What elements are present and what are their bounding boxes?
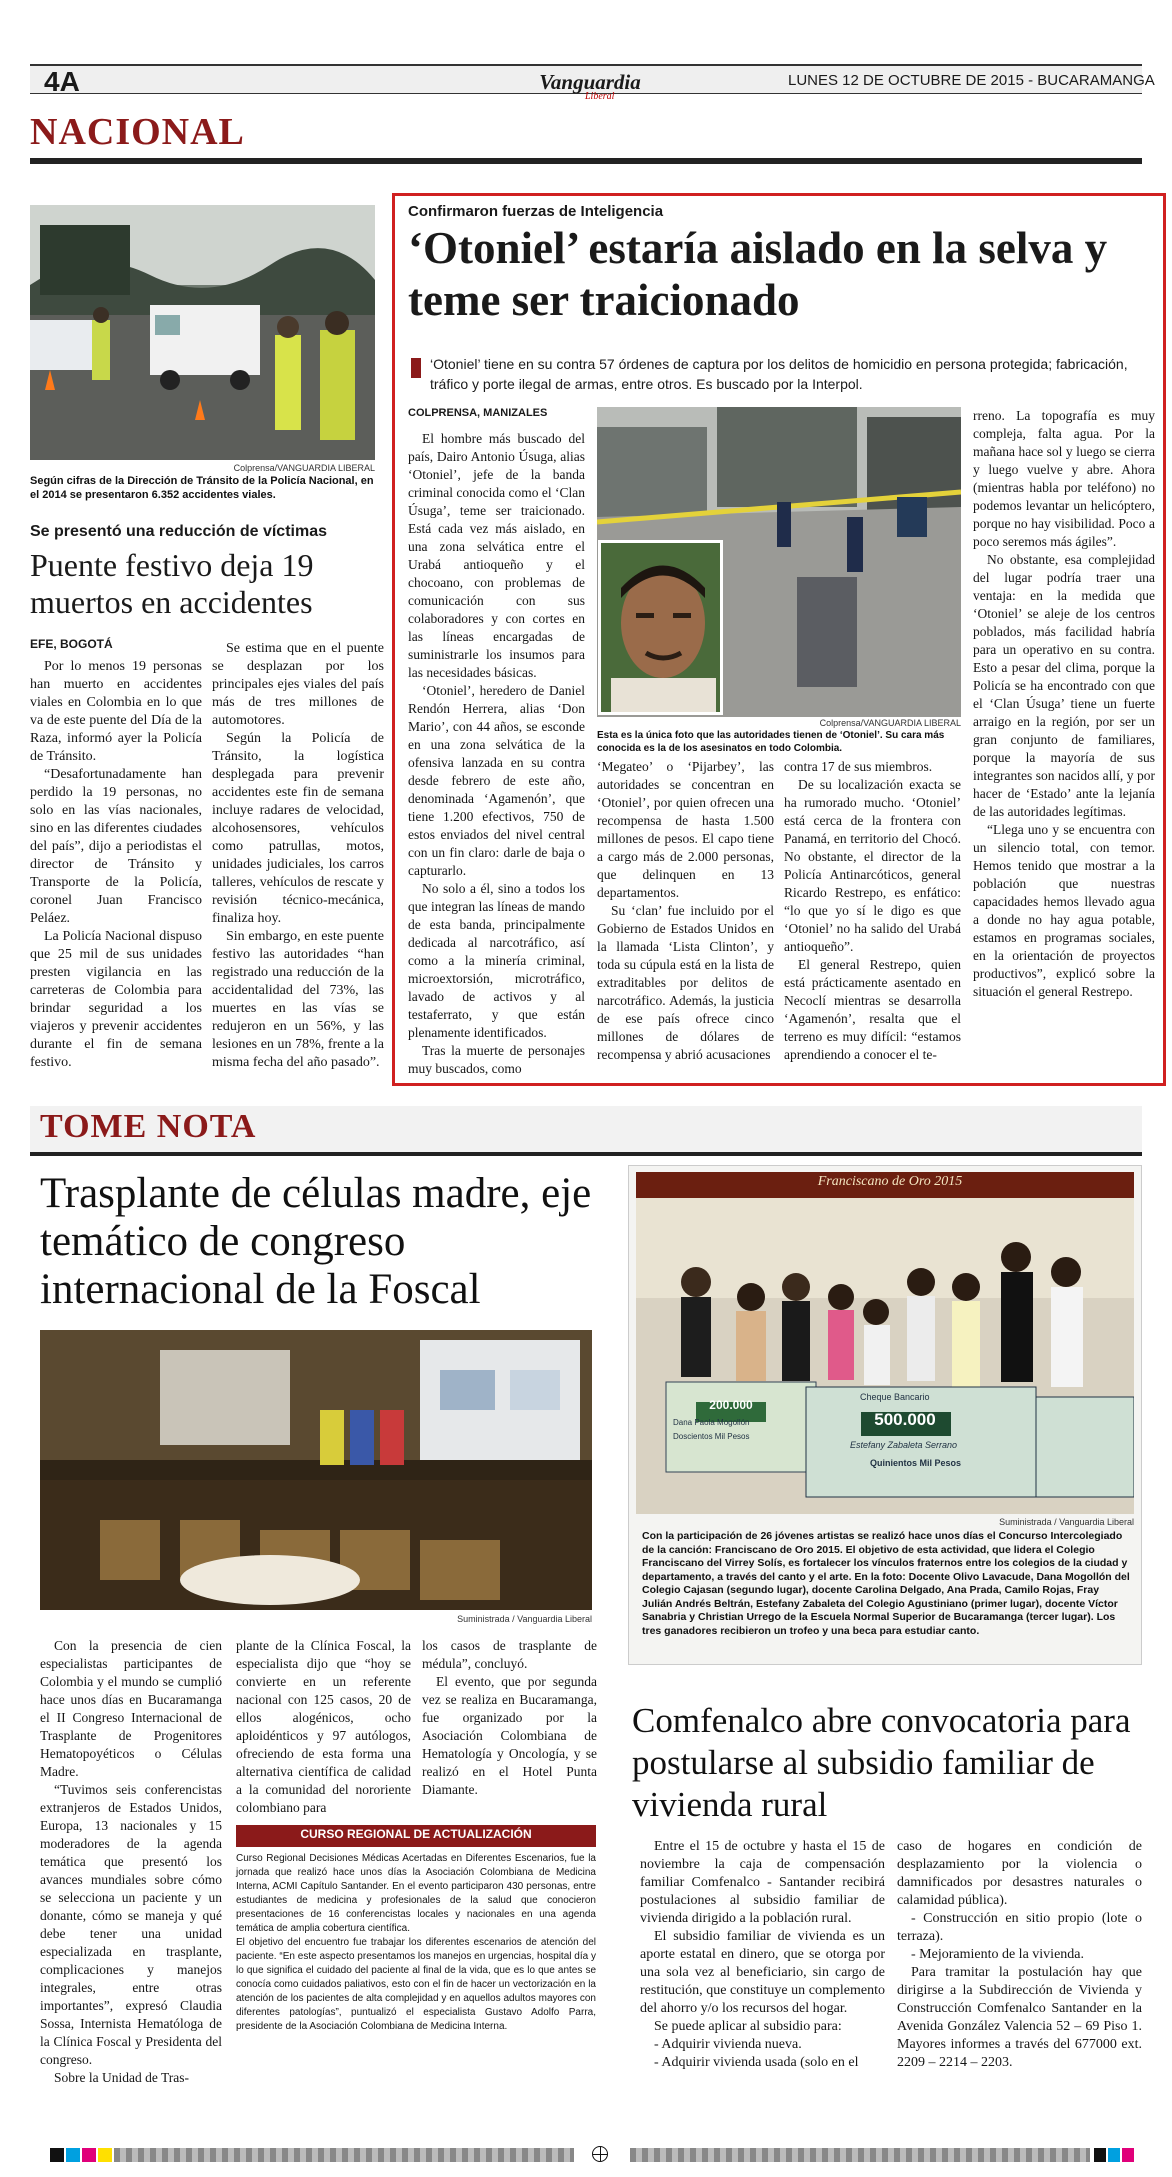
article-column (40, 1637, 222, 2087)
article-kicker: Confirmaron fuerzas de Inteligencia (408, 203, 664, 220)
paragraph: No obstante, esa complejidad del lugar podría traer una ventaja: en la medida que ‘Otoniel’ se aleje de los centros poblados, más facilidad habría para un operativo en su contra. Esto a pesar del clima, porque la Policía se ha encontrado con que el ‘Clan Úsuga’ tiene un fuerte arraigo en la región, por ser un gran conjunto de familiares, porque la mayoría de sus integrantes son nacidos allí, y por hacer de ‘Estado’ ante la lejanía de las autoridades legítimas. (973, 552, 1155, 819)
photo-caption: Esta es la única foto que las autoridades tienen de ‘Otoniel’. Su cara más conocida es la de los asesinatos en todo Colombia. (597, 730, 945, 754)
color-swatch (66, 2148, 80, 2162)
deck-marker (411, 358, 421, 378)
check-words: Doscientos Mil Pesos (673, 1432, 750, 1441)
page-number: 4A (44, 66, 80, 97)
congress-conference-photo (40, 1330, 592, 1610)
paragraph: “Desafortunadamente han perdido la 19 personas, no solo en las vías nacionales, sino en las diferentes ciudades del país”, dijo a periodistas el director de Tránsito y Transporte de la Policía, coronel Juan Francisco Peláez. (30, 767, 202, 926)
article-column (784, 758, 961, 1064)
paragraph: Para tramitar la postulación hay que dirigirse a la Subdirección de Vivienda y Construcción Comfenalco Santander en la Avenida González Valencia 52 – 69 Piso 1. Mayores informes a través del 677000 ext. 2209 – 2214 – 2203. (897, 1965, 1142, 2070)
paragraph: De su localización exacta se ha rumorado mucho. ‘Otoniel’ está cerca de la frontera con Panamá, en territorio del Chocó. No obstante, el director de la Policía Antinarcóticos, general Ricardo Restrepo, es enfático: “lo que yo sí le digo es que ‘Otoniel’ no ha salido del Urabá antioqueño”. (784, 777, 961, 954)
paragraph: El objetivo del encuentro fue trabajar los diferentes escenarios de atención del paciente. “En este aspecto presentamos los manejos en urgencias, hospital día y lo que significa el cuidado del paciente al final de la vida, que es lo que antes se conocía como cuidados paliativos, esto con el fin de hacer un vectorización en la atención de los pacientes de alta complejidad y en aquellos adultos mayores con diferentes patologías”, puntualizó el especialista Gustavo Adolfo Parra, presidente de la Asociación Colombiana de Medicina Interna. (236, 1937, 596, 2032)
section-title: NACIONAL (30, 111, 245, 153)
photo-credit: Suministrada / Vanguardia Liberal (999, 1517, 1134, 1527)
check-words: Quinientos Mil Pesos (870, 1458, 962, 1468)
list-item: - Adquirir vivienda nueva. (654, 2037, 802, 2052)
paragraph: Se puede aplicar al subsidio para: (654, 2019, 842, 2034)
section-title: TOME NOTA (40, 1108, 257, 1145)
photo-banner-text: Franciscano de Oro 2015 (817, 1174, 963, 1189)
color-swatch (1094, 2148, 1106, 2162)
paragraph: El subsidio familiar de vivienda es un aporte estatal en dinero, que se otorga por una sola vez al beneficiario, sin cargo de restitución, que constituye un complemento del ahorro y/o los recursos del hogar. (640, 1929, 885, 2016)
list-item: - Construcción en sitio propio (lote o terraza). (897, 1911, 1142, 1944)
otoniel-portrait-photo (598, 540, 723, 715)
paragraph: ‘Otoniel’, heredero de Daniel Rendón Herrera, alias ‘Don Mario’, con 44 años, se esconde en una zona selvática de la ofensiva lanzada en su contra desde febrero de este año, denominada ‘Agamenón’, que tiene 1.200 efectivos, 750 de estos enviados del nivel central con un fin claro: darle de baja o capturarlo. (408, 683, 585, 878)
sidebar-text (236, 1852, 596, 2034)
article-headline: ‘Otoniel’ estaría aislado en la selva y teme ser traicionado (408, 223, 1108, 325)
photo-credit: Colprensa/VANGUARDIA LIBERAL (819, 718, 961, 728)
registration-mark-icon (592, 2146, 608, 2162)
print-color-strip (30, 2148, 1142, 2162)
paragraph: rreno. La topografía es muy compleja, falta agua. Por la mañana hace sol y luego se cierra y luego vuelve y abre. Ahora (mientras habla por teléfono) no podemos levantar un helicóptero, porque no hay visibilidad. Poco a poco seremos más ágiles”. (973, 408, 1155, 549)
newspaper-logo: Vanguardia (539, 70, 641, 94)
article-byline: COLPRENSA, MANIZALES (408, 407, 548, 419)
paragraph: caso de hogares en condición de desplazamiento por la violencia o damnificados por desastres naturales o calamidad pública). (897, 1839, 1142, 1908)
article-column (236, 1637, 411, 1817)
photo-credit: Colprensa/VANGUARDIA LIBERAL (233, 463, 375, 473)
article-headline: Comfenalco abre convocatoria para postularse al subsidio familiar de vivienda rural (632, 1701, 1131, 1824)
paragraph: El evento, que por segunda vez se realiza en Bucaramanga, fue organizado por la Asociación Colombiana de Hematología y Oncología, y se realizó en el Hotel Punta Diamante. (422, 1674, 597, 1797)
list-item: - Adquirir vivienda usada (solo en el (654, 2055, 859, 2070)
gray-scale-strip (114, 2148, 574, 2162)
check-payee: Estefany Zabaleta Serrano (850, 1440, 958, 1450)
paragraph: contra 17 de sus miembros. (784, 759, 933, 774)
paragraph: Sobre la Unidad de Tras- (54, 2070, 189, 2085)
paragraph: La Policía Nacional dispuso que 25 mil de sus unidades presten vigilancia en las carreteras de Colombia para brindar seguridad a los viajeros y prevenir accidentes durante el fin de semana festivo. (30, 929, 202, 1070)
check-amount: 200.000 (709, 1398, 753, 1412)
color-swatch (1108, 2148, 1120, 2162)
color-swatch (50, 2148, 64, 2162)
paragraph: plante de la Clínica Foscal, la especialista dijo que “hoy se convierte en un referente nacional con 125 casos, 20 de ellos alogénicos, ocho aploidénticos y 97 autólogos, ofreciendo de esta forma una alternativa científica de calidad a la comunidad del nororiente colombiano para (236, 1638, 411, 1815)
paragraph: los casos de trasplante de médula”, concluyó. (422, 1638, 597, 1671)
newspaper-logo-sub: Liberal (585, 91, 615, 102)
paragraph: El hombre más buscado del país, Dairo Antonio Úsuga, alias ‘Otoniel’, jefe de la banda criminal conocida como el ‘Clan Úsuga’, teme ser traicionado. Está cada vez más aislado, en una zona selvática entre el Urabá antioqueño y el chocoano, con problemas de comunicación con sus colaboradores y con cortes en las líneas encargadas de suministrarle los insumos para las necesidades básicas. (408, 431, 585, 680)
article-column (422, 1637, 597, 1799)
article-column (597, 758, 774, 1064)
color-swatch (98, 2148, 112, 2162)
paragraph: ‘Megateo’ o ‘Pijarbey’, las autoridades se concentran en ‘Otoniel’, por quien ofrecen una recompensa de hasta 1.500 millones de pesos. El capo tiene a cargo más de 2.000 personas, que delinquen en 13 departamentos. (597, 759, 774, 900)
article-column (212, 640, 384, 1072)
color-swatch (82, 2148, 96, 2162)
paragraph: Según la Policía de Tránsito, la logística desplegada para prevenir accidentes este fin de semana incluye radares de velocidad, alcohosensores, vehículos como patrullas, motos, unidades judiciales, los carros talleres, vehículos de rescate y revisión técnico-mecánica, finaliza hoy. (212, 731, 384, 926)
article-column (408, 430, 585, 1078)
traffic-police-photo (30, 205, 375, 460)
article-byline: EFE, BOGOTÁ (30, 637, 113, 651)
section-divider (30, 1152, 1142, 1156)
check-label: Cheque Bancario (860, 1392, 930, 1402)
paragraph: Con la presencia de cien especialistas participantes de Colombia y el mundo se cumplió hace unos días en Bucaramanga el II Congreso Internacional de Trasplante de Progenitores Hematopoyéticos o Células Madre. (40, 1638, 222, 1779)
sidebar-heading: CURSO REGIONAL DE ACTUALIZACIÓN (300, 1827, 532, 1841)
section-divider (30, 158, 1142, 164)
paragraph: Sin embargo, en este puente festivo las autoridades “han registrado una reducción de la accidentalidad del 73%, las muertes en las vías se redujeron en un 56%, y las lesiones en un 78%, frente a la misma fecha del año pasado”. (212, 929, 384, 1070)
article-column (973, 407, 1155, 1001)
article-deck: ‘Otoniel’ tiene en su contra 57 órdenes de captura por los delitos de homicidio en persona protegida; fabricación, tráfico y porte ilegal de armas, entre otros. Es buscado por la Interpol. (430, 356, 1128, 392)
check-amount: 500.000 (874, 1410, 936, 1429)
issue-date: LUNES 12 DE OCTUBRE DE 2015 - BUCARAMANGA (788, 72, 1155, 89)
color-swatch (1122, 2148, 1134, 2162)
photo-caption: Según cifras de la Dirección de Tránsito de la Policía Nacional, en el 2014 se presentaron 6.352 accidentes viales. (30, 475, 374, 501)
paragraph: “Tuvimos seis conferencistas extranjeros de Estados Unidos, Europa, 13 nacionales y 15 moderadores de la agenda temática que presentó los avances mundiales sobre cómo se selecciona un paciente y un donante, cómo se maneja y qué debe tener una unidad especializada en trasplante, complicaciones y manejos integrales, entre otras importantes”, expresó Claudia Sossa, Internista Hematóloga de la Clínica Foscal y Presidenta del congreso. (40, 1782, 222, 2067)
article-column (897, 1838, 1142, 2072)
check-payee: Dana Paola Mogollón (673, 1418, 750, 1427)
list-item: - Mejoramiento de la vivienda. (911, 1947, 1084, 1962)
article-kicker: Se presentó una reducción de víctimas (30, 523, 327, 540)
paragraph: Por lo menos 19 personas han muerto en accidentes viales en Colombia en lo que va de este puente del Día de la Raza, informó ayer la Policía de Tránsito. (30, 659, 202, 764)
photo-credit: Suministrada / Vanguardia Liberal (457, 1614, 592, 1624)
paragraph: Su ‘clan’ fue incluido por el Gobierno de Estados Unidos en la llamada ‘Lista Clinton’, y toda su cúpula está en la lista de extraditables por delitos de narcotráfico. Además, la justicia de ese país ofrece cinco millones de dólares de recompensa y abrió acusaciones (597, 903, 774, 1062)
article-column (640, 1838, 885, 2072)
gray-scale-strip (630, 2148, 1090, 2162)
article-headline: Puente festivo deja 19 muertos en accidentes (30, 547, 314, 620)
paragraph: El general Restrepo, quien está prácticamente asentado en Necoclí mientras se desarrolla ‘Agamenón’, resalta que el terreno es muy difícil: “estamos aprendiendo a conocer el te- (784, 957, 961, 1062)
paragraph: Tras la muerte de personajes muy buscados, como (408, 1043, 585, 1076)
paragraph: “Llega uno y se encuentra con un silencio total, con temor. Hemos tenido que mostrar a la población que nuestras capacidades hemos llevado agua a donde no hay agua potable, estamos en programas sociales, en la orientación de proyectos productivos”, explicó sobre la situación el general Restrepo. (973, 822, 1155, 999)
photo-caption: Con la participación de 26 jóvenes artistas se realizó hace unos días el Concurso Intercolegiado de la canción: Franciscano de Oro 2015. El objetivo de esta actividad, que lidera el Colegio Franciscano del Virrey Solís, es fortalecer los vínculos fraternos entre los colegios de la ciudad y departamento, a través del canto y el arte. En la foto: Docente Olivo Lavacude, Dana Mogollón del Colegio Cajasan (segundo lugar), docente Carolina Delgado, Ana Prada, Camilo Rojas, Fray Julián Andrés Beltrán, Estefany Zabaleta del Colegio Agustiniano (primer lugar), docente Víctor Sanabria y Christian Urrego de la Escuela Normal Superior de Bucaramanga (tercer lugar). Los tres ganadores recibieron un trofeo y una beca para estudiar canto. (642, 1530, 1130, 1637)
article-column (30, 658, 202, 1072)
article-headline: Trasplante de células madre, eje temático de congreso internacional de la Foscal (40, 1170, 592, 1313)
paragraph: Curso Regional Decisiones Médicas Acertadas en Diferentes Escenarios, fue la jornada que realizó hace unos días la Asociación Colombiana de Medicina Interna, ACMI Capítulo Santander. En el evento participaron 430 personas, entre estudiantes de medicina y profesionales de la salud que conocieron presentaciones de 16 conferencistas locales y nacionales en una agenda temática de amplia cobertura científica. (236, 1853, 596, 1934)
paragraph: Se estima que en el puente se desplazan por los principales ejes viales del país más de tres millones de automotores. (212, 641, 384, 728)
paragraph: No solo a él, sino a todos los que integran las líneas de mando de esta banda, principalmente dedicada al narcotráfico, así como a la minería criminal, microextorsión, microtráfico, lavado de activos y al testaferrato, y que están plenamente identificados. (408, 881, 585, 1040)
paragraph: Entre el 15 de octubre y hasta el 15 de noviembre la caja de compensación familiar Comfenalco - Santander recibirá postulaciones al subsidio familiar de vivienda dirigido a la población rural. (640, 1839, 885, 1926)
